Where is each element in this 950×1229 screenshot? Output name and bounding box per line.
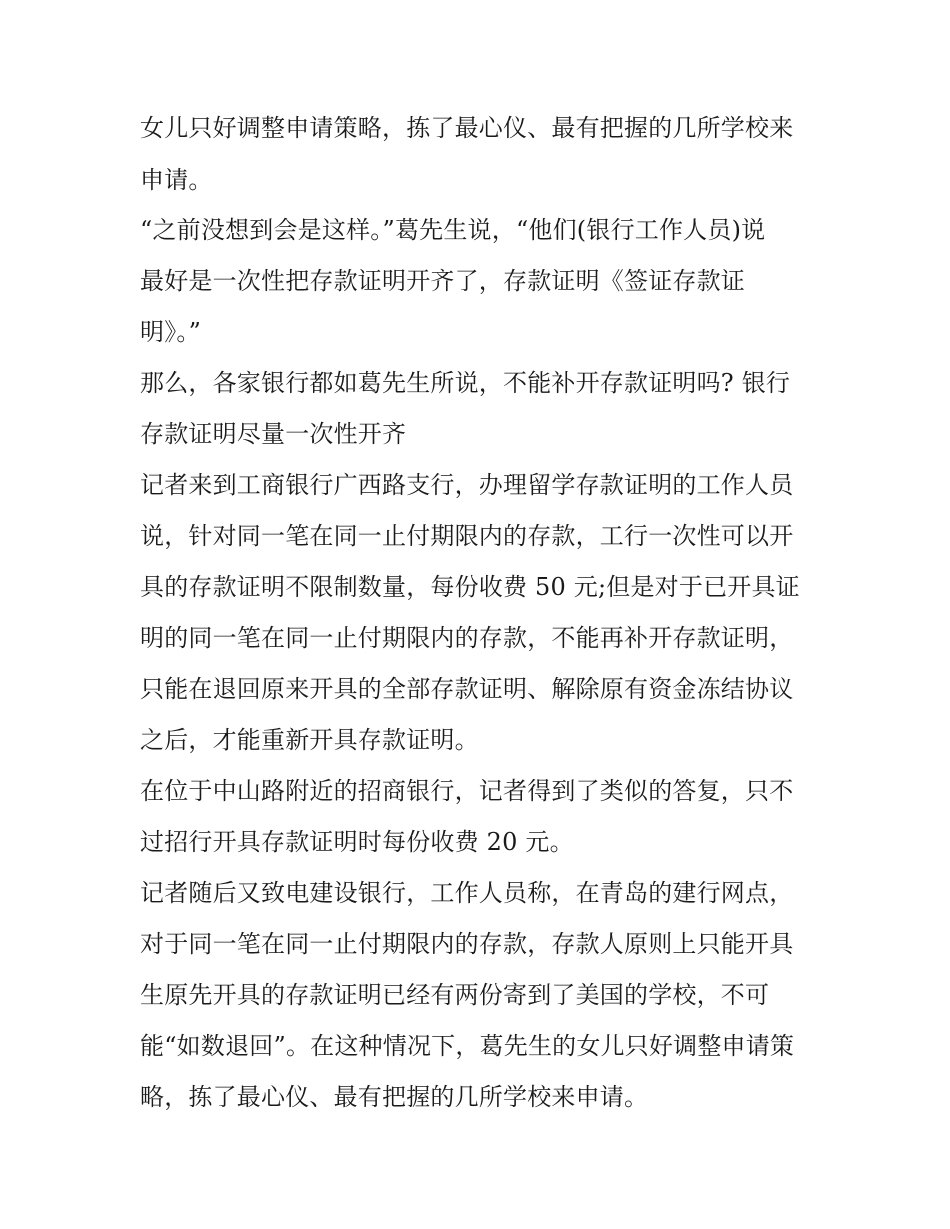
text-line: 具的存款证明不限制数量，每份收费 50 元;但是对于已开具证 <box>140 573 800 601</box>
text-line: 明》。” <box>140 318 202 346</box>
text-line: 过招行开具存款证明时每份收费 20 元。 <box>140 828 574 856</box>
text-line: 记者随后又致电建设银行，工作人员称，在青岛的建行网点， <box>140 879 794 907</box>
text-line: 明的同一笔在同一止付期限内的存款，不能再补开存款证明， <box>140 624 794 652</box>
text-line: 女儿只好调整申请策略，拣了最心仪、最有把握的几所学校来 <box>140 114 794 142</box>
text-line: 只能在退回原来开具的全部存款证明、解除原有资金冻结协议 <box>140 675 794 703</box>
text-line: 在位于中山路附近的招商银行，记者得到了类似的答复，只不 <box>140 777 794 805</box>
text-line: 生原先开具的存款证明已经有两份寄到了美国的学校，不可 <box>140 981 770 1009</box>
text-line: “之前没想到会是这样。”葛先生说，“他们(银行工作人员)说 <box>140 216 766 244</box>
text-line: 之后，才能重新开具存款证明。 <box>140 726 479 754</box>
text-line: 对于同一笔在同一止付期限内的存款，存款人原则上只能开具 <box>140 930 794 958</box>
text-line: 记者来到工商银行广西路支行，办理留学存款证明的工作人员 <box>140 471 794 499</box>
text-line: 最好是一次性把存款证明开齐了，存款证明《签证存款证 <box>140 267 745 295</box>
text-line: 那么，各家银行都如葛先生所说，不能补开存款证明吗? 银行 <box>140 369 791 397</box>
text-line: 申请。 <box>140 166 213 194</box>
text-line: 存款证明尽量一次性开齐 <box>140 420 407 448</box>
text-line: 略，拣了最心仪、最有把握的几所学校来申请。 <box>140 1083 649 1111</box>
text-line: 能“如数退回”。在这种情况下，葛先生的女儿只好调整申请策 <box>140 1032 795 1060</box>
text-line: 说，针对同一笔在同一止付期限内的存款，工行一次性可以开 <box>140 522 794 550</box>
